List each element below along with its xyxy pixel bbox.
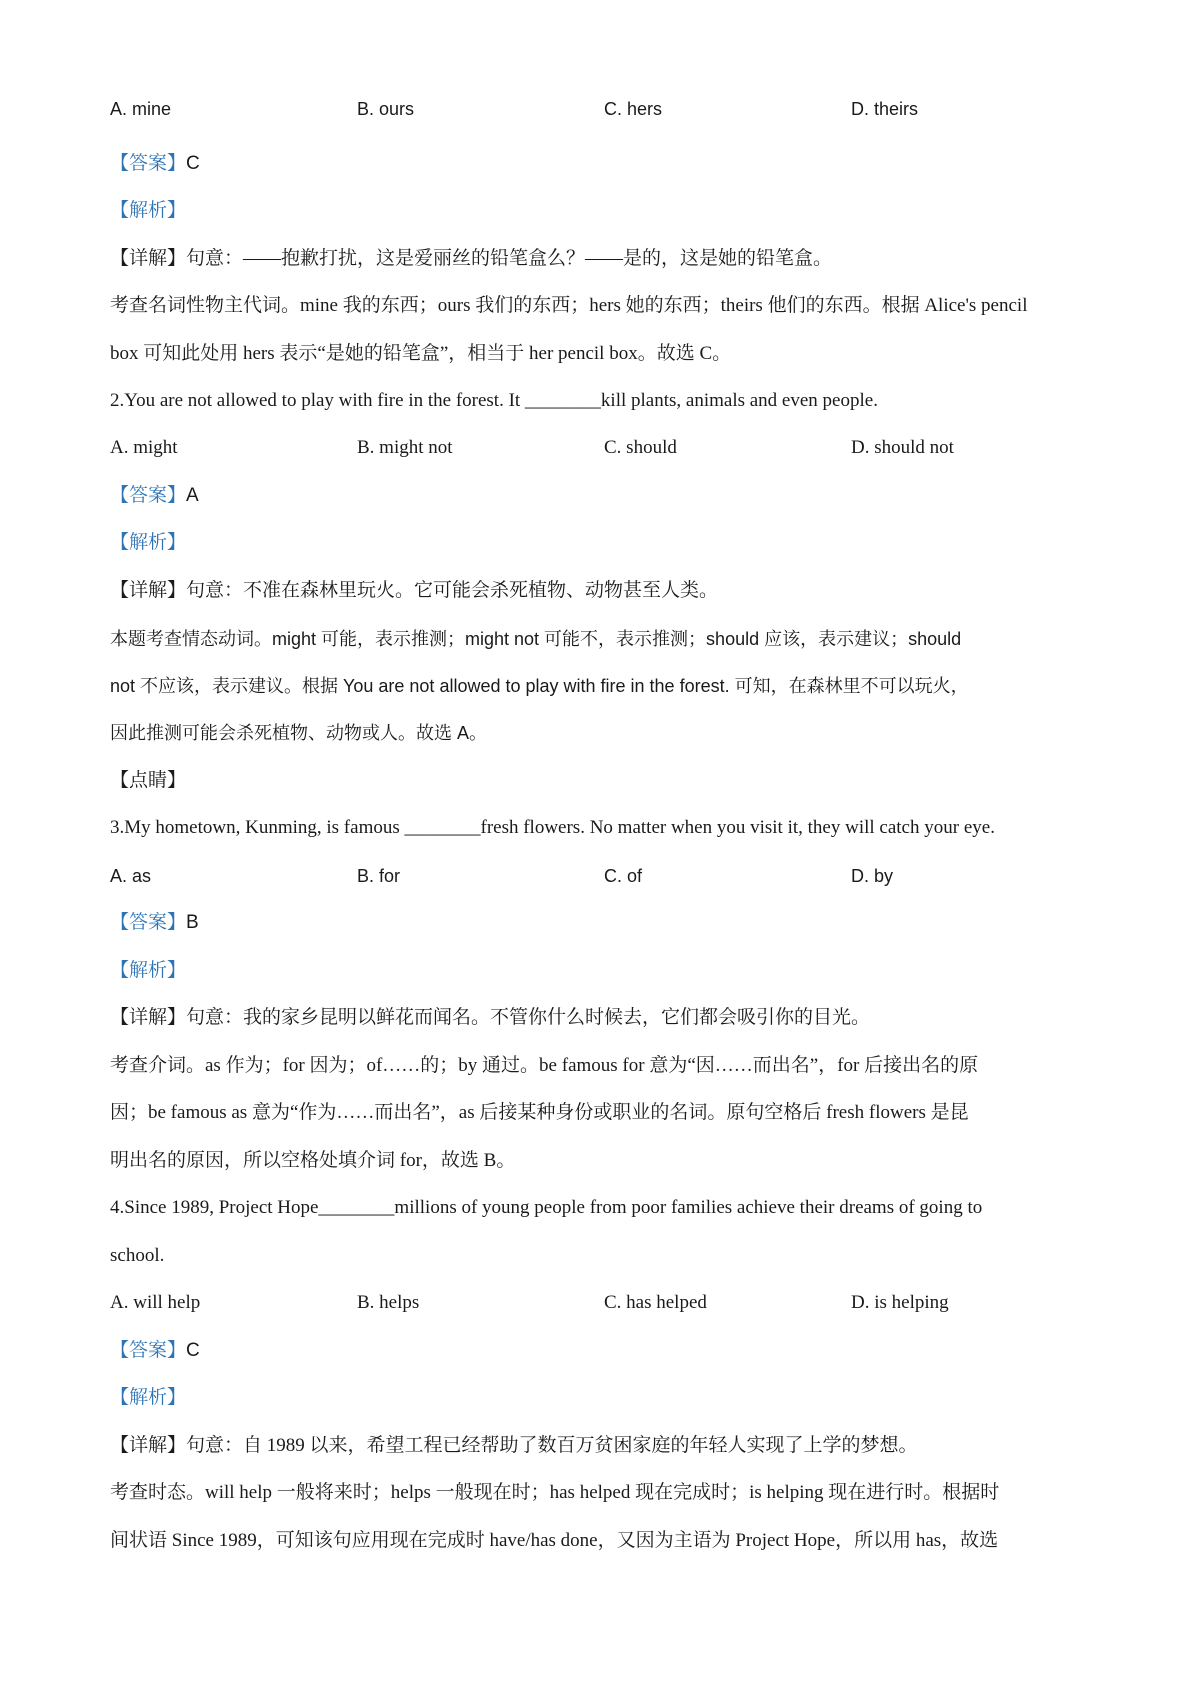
analysis-heading <box>110 958 1100 984</box>
analysis-heading <box>110 530 1100 556</box>
answer-line <box>110 910 1100 936</box>
detail-tag: 【详解】 <box>110 580 187 601</box>
detail-tag: 【详解】 <box>110 248 187 269</box>
explanation-line: box 可知此处用 hers 表示“是她的铅笔盒”，相当于 her pencil box。故选 C。 <box>110 343 732 364</box>
explanation-line: 本题考查情态动词。might 可能，表示推测；might not 可能不，表示推测；should 应该，表示建议；should <box>110 629 962 649</box>
answer-tag: 【答案】 <box>110 485 187 506</box>
option-c: C. has helped <box>604 1292 707 1313</box>
detail-line <box>110 578 1100 604</box>
analysis-tag: 【解析】 <box>110 960 187 981</box>
option-a: A. as <box>110 866 152 886</box>
question-stem-continued: school. <box>110 1245 165 1266</box>
explanation-line: 考查时态。will help 一般将来时；helps 一般现在时；has helped 现在完成时；is helping 现在进行时。根据时 <box>110 1482 1000 1503</box>
explanation-line: 因此推测可能会杀死植物、动物或人。故选 A。 <box>110 723 488 743</box>
note-tag: 【点睛】 <box>110 770 187 791</box>
explanation-line: not 不应该，表示建议。根据 You are not allowed to play with fire in the forest. 可知，在森林里不可以玩火， <box>110 676 969 696</box>
question-stem: 4.Since 1989, Project Hope________millions of young people from poor families achieve their dreams of going to <box>110 1197 983 1218</box>
question-stem: 3.My hometown, Kunming, is famous ________fresh flowers. No matter when you visit it, they will catch your eye. <box>110 817 995 838</box>
explanation-line: 因；be famous as 意为“作为……而出名”，as 后接某种身份或职业的名词。原句空格后 fresh flowers 是昆 <box>110 1102 969 1123</box>
option-d: D. should not <box>851 437 954 458</box>
answer-tag: 【答案】 <box>110 1340 187 1361</box>
option-d: D. theirs <box>851 99 919 119</box>
detail-line <box>110 1005 1100 1031</box>
answer-tag: 【答案】 <box>110 153 187 174</box>
explanation-line: 间状语 Since 1989，可知该句应用现在完成时 have/has done，又因为主语为 Project Hope，所以用 has，故选 <box>110 1530 999 1551</box>
option-c: C. hers <box>604 99 663 119</box>
option-d: D. is helping <box>851 1292 949 1313</box>
detail-text: 句意：我的家乡昆明以鲜花而闻名。不管你什么时候去，它们都会吸引你的目光。 <box>186 1007 871 1028</box>
note-heading <box>110 768 1100 794</box>
detail-text: 句意：不准在森林里玩火。它可能会杀死植物、动物甚至人类。 <box>186 580 719 601</box>
analysis-tag: 【解析】 <box>110 1387 187 1408</box>
option-b: B. might not <box>357 437 453 458</box>
detail-line <box>110 246 1100 272</box>
analysis-heading <box>110 198 1100 224</box>
answer-value: A <box>186 485 199 506</box>
option-d: D. by <box>851 866 894 886</box>
option-b: B. helps <box>357 1292 420 1313</box>
option-c: C. of <box>604 866 643 886</box>
analysis-tag: 【解析】 <box>110 200 187 221</box>
answer-line <box>110 151 1100 177</box>
answer-value: B <box>186 912 199 933</box>
option-c: C. should <box>604 437 677 458</box>
option-b: B. for <box>357 866 401 886</box>
question-stem: 2.You are not allowed to play with fire in the forest. It ________kill plants, animals and even people. <box>110 390 878 411</box>
detail-tag: 【详解】 <box>110 1007 187 1028</box>
answer-value: C <box>186 1340 200 1361</box>
option-a: A. mine <box>110 99 172 119</box>
answer-value: C <box>186 153 200 174</box>
detail-text: 句意：自 1989 以来，希望工程已经帮助了数百万贫困家庭的年轻人实现了上学的梦想。 <box>186 1435 918 1456</box>
answer-line <box>110 1338 1100 1364</box>
answer-line <box>110 483 1100 509</box>
detail-text: 句意：——抱歉打扰，这是爱丽丝的铅笔盒么？——是的，这是她的铅笔盒。 <box>186 248 833 269</box>
analysis-tag: 【解析】 <box>110 532 187 553</box>
option-b: B. ours <box>357 99 415 119</box>
analysis-heading <box>110 1385 1100 1411</box>
option-a: A. will help <box>110 1292 201 1313</box>
answer-tag: 【答案】 <box>110 912 187 933</box>
explanation-line: 考查介词。as 作为；for 因为；of……的；by 通过。be famous for 意为“因……而出名”，for 后接出名的原 <box>110 1055 979 1076</box>
explanation-line: 考查名词性物主代词。mine 我的东西；ours 我们的东西；hers 她的东西；theirs 他们的东西。根据 Alice's pencil <box>110 295 1028 316</box>
option-a: A. might <box>110 437 178 458</box>
explanation-line: 明出名的原因，所以空格处填介词 for，故选 B。 <box>110 1150 516 1171</box>
detail-tag: 【详解】 <box>110 1435 187 1456</box>
detail-line <box>110 1433 1100 1459</box>
